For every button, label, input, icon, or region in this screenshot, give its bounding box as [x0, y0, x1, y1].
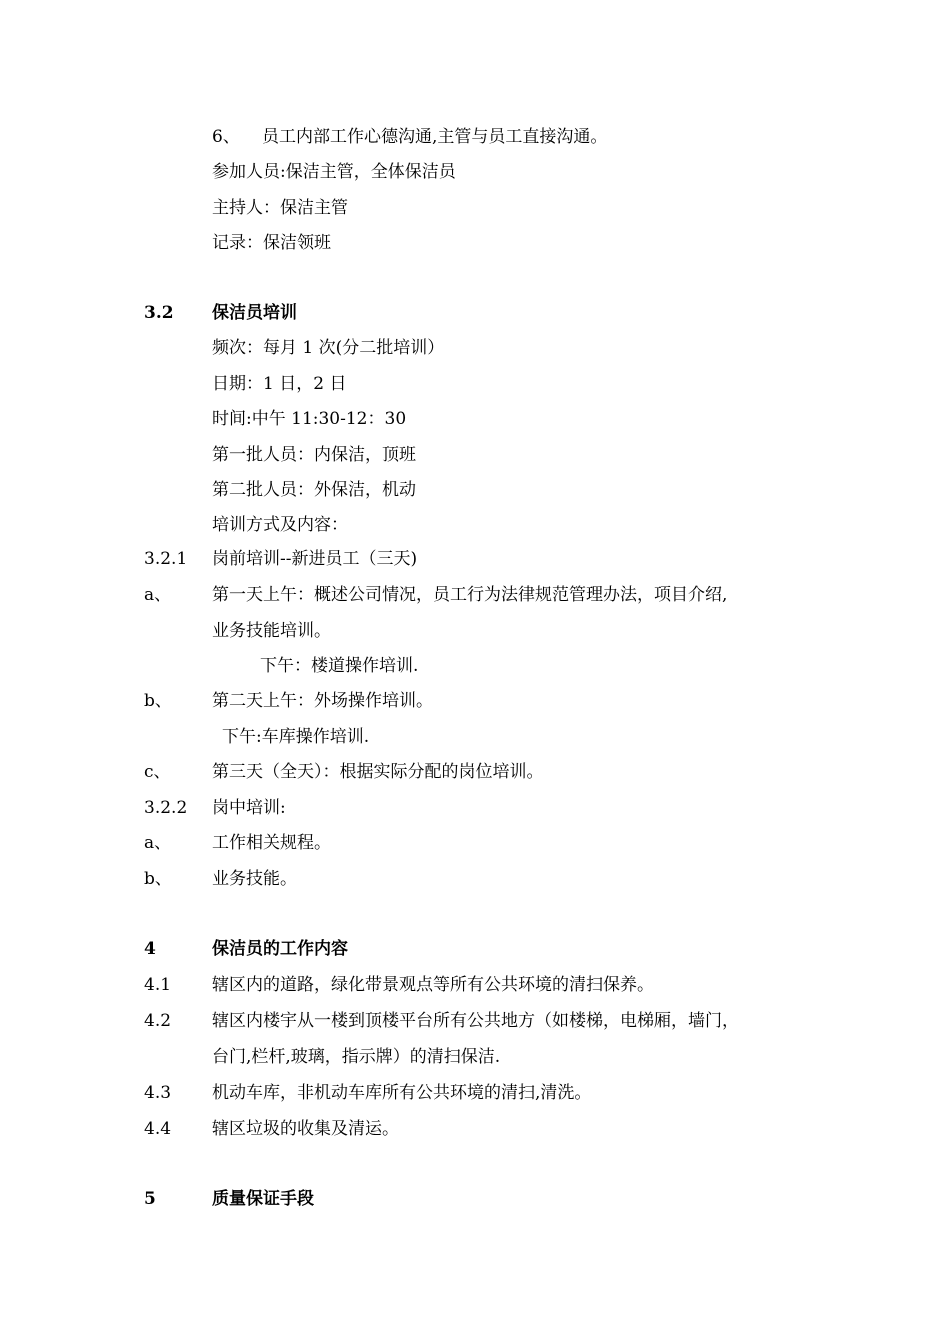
- section-3-2-batch1: 第一批人员：内保洁，顶班: [212, 445, 416, 465]
- intro-item-6-number: 6、: [212, 127, 240, 147]
- item-a-line1: 第一天上午：概述公司情况，员工行为法律规范管理办法，项目介绍,: [212, 585, 728, 605]
- section-5-title: 质量保证手段: [212, 1189, 314, 1209]
- section-4-number: 4: [144, 939, 156, 959]
- intro-item-6-text: 员工内部工作心德沟通,主管与员工直接沟通。: [262, 127, 608, 147]
- section-3-2-title: 保洁员培训: [212, 303, 297, 323]
- section-3-2-frequency: 频次：每月 1 次(分二批培训）: [212, 338, 445, 358]
- item-b-marker: b、: [144, 691, 172, 711]
- section-4-4-text: 辖区垃圾的收集及清运。: [212, 1119, 399, 1139]
- item-b-line1: 第二天上午：外场操作培训。: [212, 691, 433, 711]
- intro-participants: 参加人员:保洁主管，全体保洁员: [212, 162, 456, 182]
- intro-recorder: 记录：保洁领班: [212, 233, 331, 253]
- item-c-line1: 第三天（全天）：根据实际分配的岗位培训。: [212, 762, 544, 782]
- section-4-2-line2: 台门,栏杆,玻璃，指示牌）的清扫保洁.: [212, 1047, 501, 1067]
- section-3-2-1-title: 岗前培训--新进员工（三天): [212, 549, 418, 569]
- item-a-marker: a、: [144, 585, 172, 605]
- section-4-3-text: 机动车库，非机动车库所有公共环境的清扫,清洗。: [212, 1083, 592, 1103]
- section-4-2-number: 4.2: [144, 1011, 172, 1031]
- section-4-1-text: 辖区内的道路，绿化带景观点等所有公共环境的清扫保养。: [212, 975, 654, 995]
- item-3-2-2-b-marker: b、: [144, 869, 172, 889]
- section-3-2-1-number: 3.2.1: [144, 549, 188, 569]
- section-4-1-number: 4.1: [144, 975, 172, 995]
- section-3-2-2-title: 岗中培训:: [212, 798, 286, 818]
- section-3-2-batch2: 第二批人员：外保洁，机动: [212, 480, 416, 500]
- item-3-2-2-b-text: 业务技能。: [212, 869, 297, 889]
- section-4-2-line1: 辖区内楼宇从一楼到顶楼平台所有公共地方（如楼梯，电梯厢，墙门，: [212, 1011, 739, 1031]
- section-5-number: 5: [144, 1189, 156, 1209]
- section-4-4-number: 4.4: [144, 1119, 172, 1139]
- section-3-2-number: 3.2: [144, 303, 174, 323]
- section-3-2-date: 日期：1 日，2 日: [212, 374, 347, 394]
- item-a-line2: 业务技能培训。: [212, 621, 331, 641]
- item-c-marker: c、: [144, 762, 171, 782]
- section-3-2-method: 培训方式及内容：: [212, 515, 348, 535]
- section-4-3-number: 4.3: [144, 1083, 172, 1103]
- intro-item-6: [212, 126, 240, 148]
- section-3-2-2-number: 3.2.2: [144, 798, 188, 818]
- intro-host: 主持人：保洁主管: [212, 198, 348, 218]
- item-3-2-2-a-text: 工作相关规程。: [212, 833, 331, 853]
- item-3-2-2-a-marker: a、: [144, 833, 172, 853]
- item-a-afternoon: 下午：楼道操作培训.: [260, 656, 419, 676]
- item-b-afternoon: 下午:车库操作培训.: [222, 727, 370, 747]
- section-3-2-time: 时间:中午 11:30-12：30: [212, 409, 407, 429]
- section-4-title: 保洁员的工作内容: [212, 939, 348, 959]
